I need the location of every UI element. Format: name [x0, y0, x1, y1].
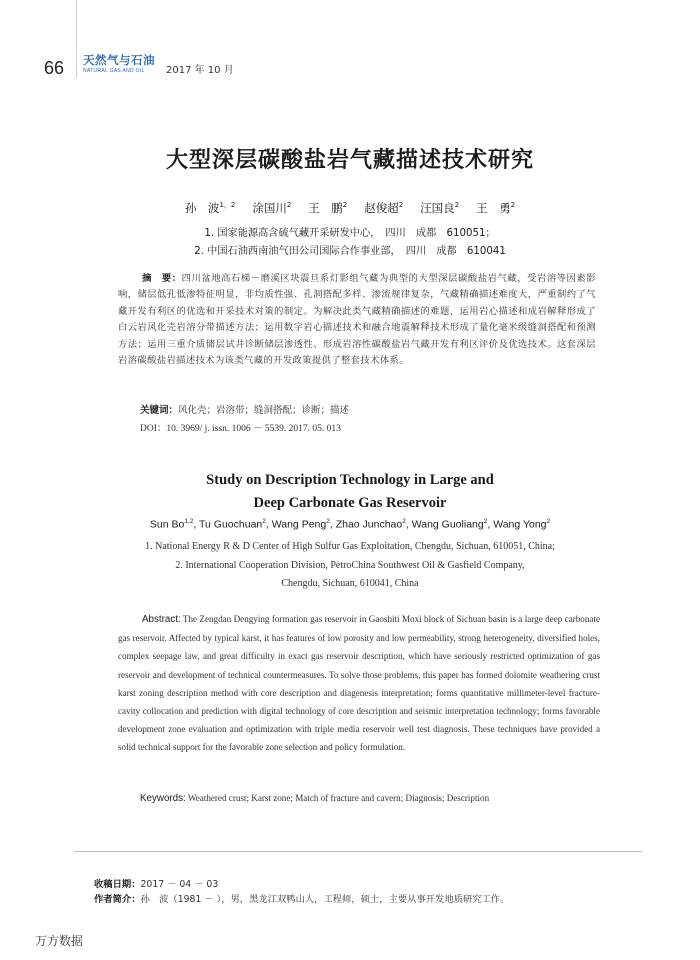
author-affiliation-mark: 2 [546, 518, 551, 525]
author-name: Sun Bo [149, 518, 185, 531]
author-affiliation-mark: 2 [483, 518, 488, 525]
author-bio [94, 891, 509, 905]
journal-name-en: NATURAL GAS AND OIL [83, 68, 145, 74]
author-affiliation-mark: 1，2 [219, 201, 236, 210]
author-bio-label: 作者简介： [94, 894, 141, 905]
author-affiliation-mark: 2 [342, 201, 348, 210]
keywords-cn-text: 风化壳；岩溶带；缝洞搭配；诊断；描述 [178, 405, 350, 416]
abstract-en-label: Abstract: [142, 614, 181, 625]
author-bio-text: 孙 波（1981 － ），男，黑龙江双鸭山人，工程师，硕士，主要从事开发地质研究工作。 [140, 894, 510, 905]
journal-name-cn: 天然气与石油 [83, 53, 155, 67]
received-date-value: 2017 － 04 － 03 [140, 879, 219, 890]
author-list-en: Sun Bo$^{1,2}$, Tu Guochuan$^2$, Wang Peng$^2$, Zhao Junchao$^2$, Wang Guoliang$^2$, Wang Yong$^2$ [149, 518, 551, 531]
received-date [94, 876, 218, 890]
keywords-cn-label: 关键词： [140, 405, 179, 416]
abstract-cn-text: 四川盆地高石梯－磨溪区块震旦系灯影组气藏为典型的大型深层碳酸盐岩气藏，受岩溶等因素影响，储层低孔低渗特征明显，非均质性强、孔洞搭配多样、渗流规律复杂，气藏精确描述难度大，严重制约了气藏开发有利区的优选和开采技术对策的制定。为解决此类气藏精确描述的难题，运用岩心描述和成岩解释形成了白云岩风化壳岩溶分带描述方法；运用数字岩心描述技术和融合地震解释技术形成了量化毫米级缝洞搭配和预测方法；运用三重介质储层试井诊断储层渗透性、形成岩溶性碳酸盐岩气藏开发有利区评价及优选技术。这套深层岩溶碳酸盐岩描述技术为该类气藏的开发政策提供了整套技术体系。 [118, 273, 596, 367]
author-affiliation-mark: 2 [402, 518, 406, 525]
affiliation-en-1: 1. National Energy R & D Center of High Sulfur Gas Exploitation, Chengdu, Sichuan, 610051, China; [145, 541, 555, 552]
author-name: Wang Guoliang [411, 518, 484, 531]
abstract-en-text: The Zengdan Dengying formation gas reservoir in Gaoshiti Moxi block of Sichuan basin is a large deep carbonate gas reservoir. Affected by typical karst, it has features of low porosity and low permeability, strong heterogeneity, diversified holes, complex seepage law, and great difficulty in exact gas reservoir description, which have seriously restricted optimization of gas reservoir and development of technical countermeasures. To solve those problems, this paper has formed dolomite weathering crust karst zoning description method with core description and diagenesis interpretation; forms quantitative millimeter-level fracture-cavity collocation and prediction with digital technology of core description and seismic interpretation technology; forms favorable development zone evaluation and optimization with triple media reservoir well test diagnosis. These techniques have provided a solid technical support for the favorable zone selection and policy formulation. [118, 614, 600, 753]
footnote-divider [74, 851, 642, 852]
page-number: 66 [44, 58, 65, 78]
author-affiliation-mark: 1,2 [184, 518, 194, 525]
author-name: Wang Yong [493, 518, 547, 531]
affiliation-cn-1: 1. 国家能源高含硫气藏开采研发中心， 四川 成都 610051； [204, 228, 496, 239]
keywords-en-label: Keywords: [140, 793, 186, 804]
author-affiliation-mark: 2 [510, 201, 516, 210]
keywords-en-text: Weathered crust; Karst zone; Match of fracture and cavern; Diagnosis; Description [187, 793, 490, 803]
abstract-cn [118, 271, 596, 369]
header-divider [76, 0, 77, 78]
keywords-en [140, 793, 489, 804]
abstract-cn-label: 摘 要： [142, 273, 182, 284]
affiliation-en-3: Chengdu, Sichuan, 610041, China [281, 578, 419, 589]
author-name: Wang Peng [271, 518, 327, 531]
article-title-en-line1: Study on Description Technology in Large and [206, 472, 494, 488]
watermark: 万方数据 [35, 934, 84, 948]
author-name: 涂国川 [252, 201, 287, 215]
affiliation-cn-2: 2. 中国石油西南油气田公司国际合作事业部， 四川 成都 610041 [194, 246, 506, 257]
author-name: 王 勇 [476, 201, 511, 215]
author-affiliation-mark: 2 [326, 518, 330, 525]
author-affiliation-mark: 2 [262, 518, 266, 525]
author-list-cn [0, 200, 700, 216]
author-affiliation-mark: 2 [398, 201, 404, 210]
author-affiliation-mark: 2 [454, 201, 460, 210]
abstract-en [118, 610, 600, 757]
author-name: 汪国良 [420, 201, 455, 215]
article-title-en-line2: Deep Carbonate Gas Reservoir [253, 495, 447, 511]
author-name: 赵俊超 [364, 201, 399, 215]
author-name: 孙 波 [184, 201, 220, 215]
doi: DOI：10. 3969/ j. issn. 1006 － 5539. 2017. 05. 013 [140, 424, 341, 434]
keywords-cn [140, 402, 349, 416]
author-name: 王 鹏 [308, 201, 343, 215]
affiliation-en-2: 2. International Cooperation Division, PetroChina Southwest Oil & Gasfield Company, [175, 560, 525, 571]
received-date-label: 收稿日期： [94, 879, 141, 890]
article-title-cn: 大型深层碳酸盐岩气藏描述技术研究 [165, 148, 534, 173]
author-name: Tu Guochuan [199, 518, 263, 531]
author-affiliation-mark: 2 [286, 201, 292, 210]
issue-date: 2017 年 10 月 [166, 65, 234, 76]
author-name: Zhao Junchao [335, 518, 403, 531]
